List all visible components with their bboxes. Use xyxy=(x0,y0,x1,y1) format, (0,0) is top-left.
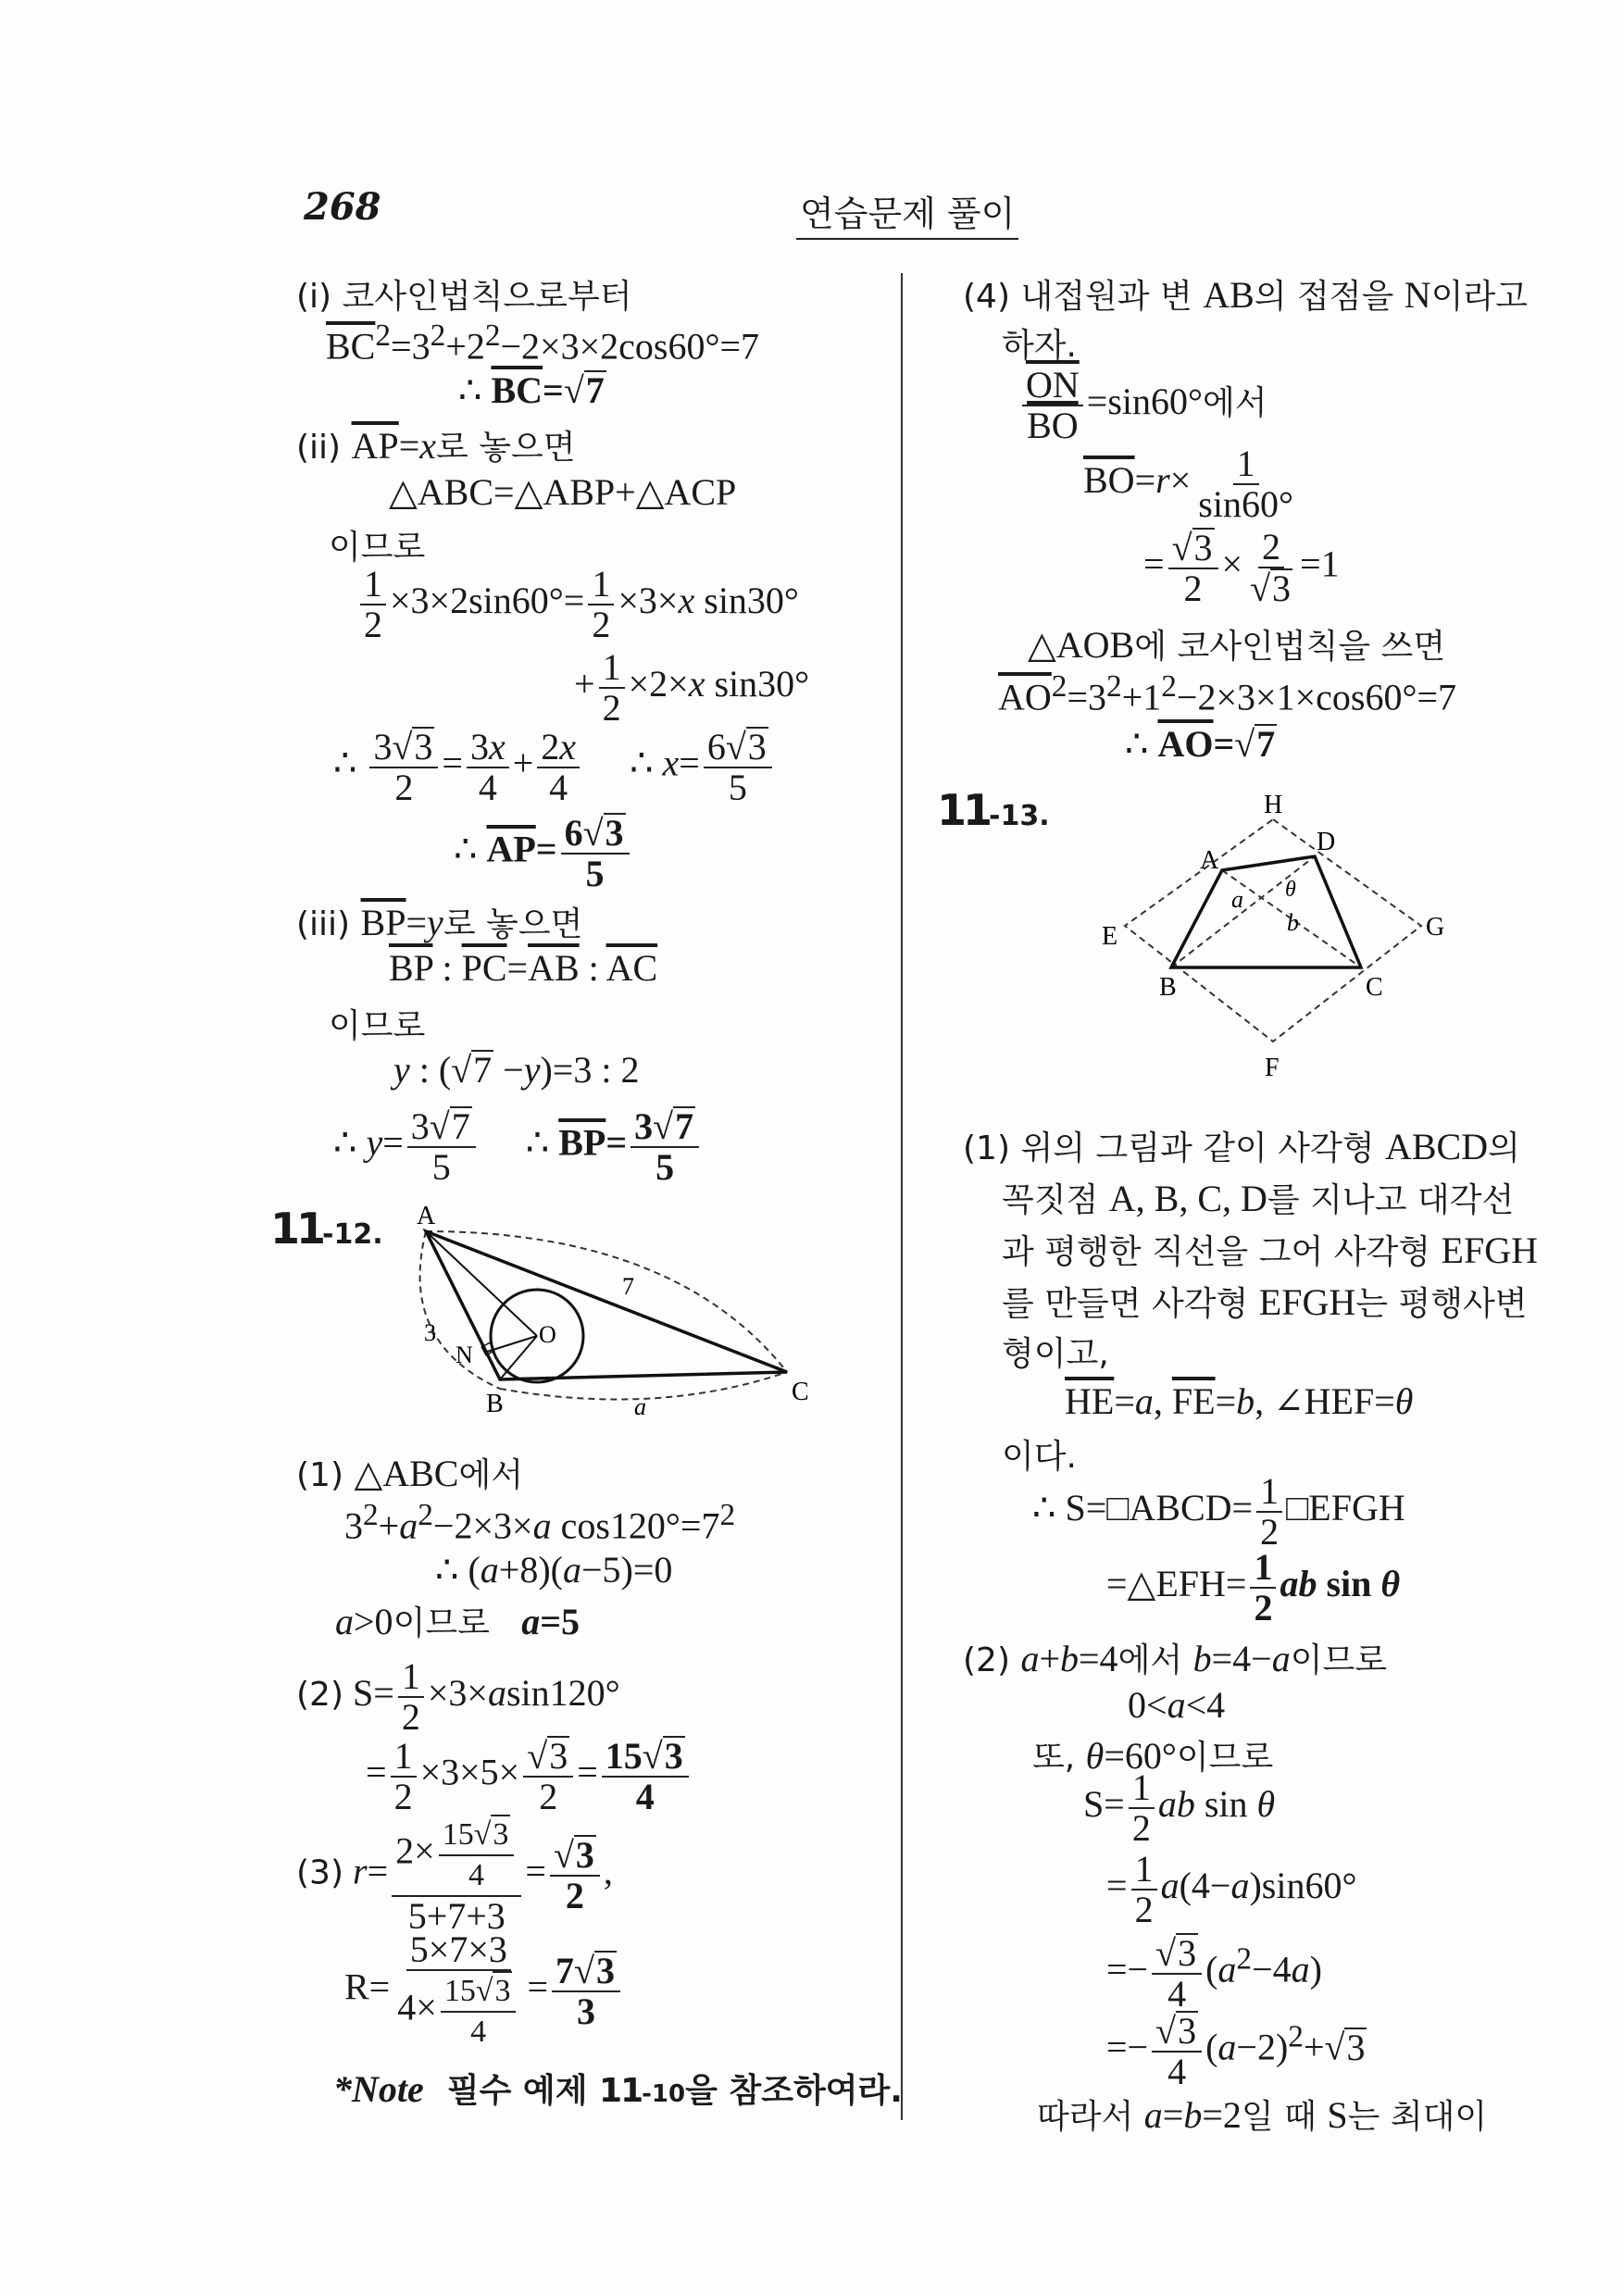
step-ii-equation: △ABC=△ABP+△ACP xyxy=(389,471,737,513)
fig13-label-a-diag: a xyxy=(1231,886,1243,913)
p13-1-line-4: 를 만들면 사각형 EFGH는 평행사변 xyxy=(1002,1281,1528,1323)
p4-eq2: $\overline{BO}=r\times$ $\frac{1}{\sin 60^\circ}$ xyxy=(1083,443,1293,525)
p4-label: (4) 내접원과 변 AB의 접점을 N이라고 xyxy=(963,274,1529,316)
fig13-label-b-diag: b xyxy=(1287,909,1299,936)
step-ii-area-equation-cont: + $\frac{1}{2}$ ×2×x sin30° xyxy=(574,646,810,729)
triangle-incircle-figure xyxy=(398,1204,824,1416)
step-ii-area-equation: $\frac{1}{2}$ ×3×2sin60°= $\frac{1}{2}$ ×3×x sin30° xyxy=(356,565,799,644)
p12-2-area-result: = $\frac{1}{2}$ ×3×5× $\frac{√3}{2}$ = $\frac{15√3}{4}$ xyxy=(366,1736,693,1816)
p13-1-eq: $\overline{HE}=a$, $\overline{FE}=b$, ∠HEF=θ xyxy=(1065,1380,1414,1422)
fig13-label-h: H xyxy=(1264,791,1283,819)
fig12-label-c: C xyxy=(792,1378,809,1406)
p12-1-result: a>0이므로 a=5 xyxy=(335,1601,581,1642)
p12-1-label: (1) △ABC에서 xyxy=(296,1453,524,1494)
p4-eq1: $\frac{\overline{ON}}{BO}$ =sin60°에서 xyxy=(1018,366,1267,445)
p13-2-s1: S= $\frac{1}{2}$ ab sin θ xyxy=(1083,1766,1276,1849)
p4-cont: 하자. xyxy=(1002,327,1077,365)
fig13-label-e: E xyxy=(1102,922,1118,951)
step-ii-label: (ii) $\overline{AP}=x$로 놓으면 xyxy=(296,425,576,467)
p13-2-s3: =− $\frac{√3}{4}$ $(a^2-4a)$ xyxy=(1106,1932,1322,2015)
step-iii-label: (iii) $\overline{BP}=y$로 놓으면 xyxy=(296,902,583,943)
column-divider xyxy=(901,273,903,2120)
p13-1-text xyxy=(963,1122,1538,1379)
step-iii-imuro: 이므로 xyxy=(329,1007,426,1045)
fig12-label-a: A xyxy=(417,1204,436,1230)
p12-1-equation: $3^2+a^2-2\times 3\times a$ $\cos 120^\circ=7^2$ xyxy=(344,1498,736,1547)
p4-eq4: $\overline{AO}^2=3^2+1^2-2\times 3\times 1\times\cos 60^\circ=7$ xyxy=(998,669,1457,718)
p13-2-s2: = $\frac{1}{2}$ a(4−a)sin60° xyxy=(1106,1848,1357,1930)
p13-1-result-2: =△EFH= $\frac{1}{2}$ ab sin θ xyxy=(1106,1546,1401,1628)
p4-eq3: △AOB에 코사인법칙을 쓰면 xyxy=(1028,624,1446,666)
fig13-label-c: C xyxy=(1366,973,1383,1002)
p4-eq2-cont: = $\frac{√3}{2}$ × $\frac{2}{√3}$ =1 xyxy=(1143,526,1340,609)
p13-2-theta: 또, θ=60°이므로 xyxy=(1032,1735,1274,1777)
fig13-label-g: G xyxy=(1426,913,1445,942)
p13-1-line-1: (1) 위의 그림과 같이 사각형 ABCD의 xyxy=(963,1126,1520,1167)
problem-number-11-12: 11-12. xyxy=(270,1204,383,1254)
p12-3-inradius: (3) r= 2× $\frac{15√3}{4}$ 5+7+3 = $\frac{√3}{2}$ , xyxy=(296,1815,613,1936)
step-iii-ratio: $\overline{BP}$ : $\overline{PC}=\overline{AB}$ : $\overline{AC}$ xyxy=(389,947,658,989)
step-i-label: (i) 코사인법칙으로부터 xyxy=(296,278,632,316)
p13-1-line-2: 꼭짓점 A, B, C, D를 지나고 대각선 xyxy=(1002,1178,1515,1219)
p13-1-line-3: 과 평행한 직선을 그어 사각형 EFGH xyxy=(1002,1229,1538,1271)
p13-1-result-1: ∴ S=□ABCD= $\frac{1}{2}$ □EFGH xyxy=(1032,1470,1405,1553)
fig12-side-bc: a xyxy=(634,1393,646,1416)
fig12-label-n: N xyxy=(456,1341,473,1368)
p13-2-label: (2) a+b=4에서 b=4−a이므로 xyxy=(963,1638,1388,1679)
page-number: 268 xyxy=(304,185,381,229)
step-iii-equation: y : (√7 −y)=3 : 2 xyxy=(393,1049,640,1091)
fig13-label-a: A xyxy=(1200,846,1219,875)
note: *Note 필수 예제 11-10을 참조하여라. xyxy=(333,2068,903,2110)
fig13-label-d: D xyxy=(1317,828,1336,856)
fig13-label-f: F xyxy=(1265,1054,1280,1082)
fig12-label-b: B xyxy=(486,1390,504,1416)
step-i-equation: $\overline{BC}^2=3^2+2^2-2\times 3\times 2\cos 60^\circ=7$ xyxy=(326,318,760,368)
fig12-side-ac: 7 xyxy=(622,1273,634,1300)
p13-2-s4: =− $\frac{√3}{4}$ $(a-2)^2+√3$ xyxy=(1106,2010,1366,2092)
page-title: 연습문제 풀이 xyxy=(796,185,1018,240)
p4-result: ∴ $\overline{AO}=√7$ xyxy=(1125,723,1276,765)
quadrilateral-figure xyxy=(1102,787,1454,1083)
step-ii-result: ∴ $\overline{AP}=$ $\frac{6√3}{5}$ xyxy=(454,813,633,893)
step-ii-solve: ∴ $\frac{3√3}{2}$ = $\frac{3x}{4}$ + $\frac{2x}{4}$ ∴ x= $\frac{6√3}{5}$ xyxy=(333,727,776,807)
p13-2-range: 0<a<4 xyxy=(1128,1684,1226,1726)
p13-1-line-5: 형이고, xyxy=(1002,1335,1109,1373)
step-iii-result: ∴ y= $\frac{3√7}{5}$ ∴ $\overline{BP}=$ $\frac{3√7}{5}$ xyxy=(333,1106,703,1187)
problem-number-11-13: 11-13. xyxy=(937,785,1050,835)
p12-3-circumradius: R= 5×7×3 4× $\frac{15√3}{4}$ = $\frac{7√3}{3}$ xyxy=(344,1930,624,2052)
step-ii-imuro: 이므로 xyxy=(329,529,426,567)
p12-2-area: (2) S= $\frac{1}{2}$ ×3×asin120° xyxy=(296,1655,620,1738)
p13-1-ida: 이다. xyxy=(1002,1438,1077,1476)
step-i-result: ∴ $\overline{BC}=√7$ xyxy=(458,369,605,411)
p13-2-last: 따라서 a=b=2일 때 S는 최대이 xyxy=(1037,2094,1488,2136)
fig12-label-o: O xyxy=(539,1321,556,1348)
fig13-label-b: B xyxy=(1159,973,1177,1002)
fig12-side-ab: 3 xyxy=(424,1319,436,1346)
p12-1-factor: ∴ (a+8)(a−5)=0 xyxy=(435,1549,673,1591)
fig13-label-theta: θ xyxy=(1285,878,1296,902)
